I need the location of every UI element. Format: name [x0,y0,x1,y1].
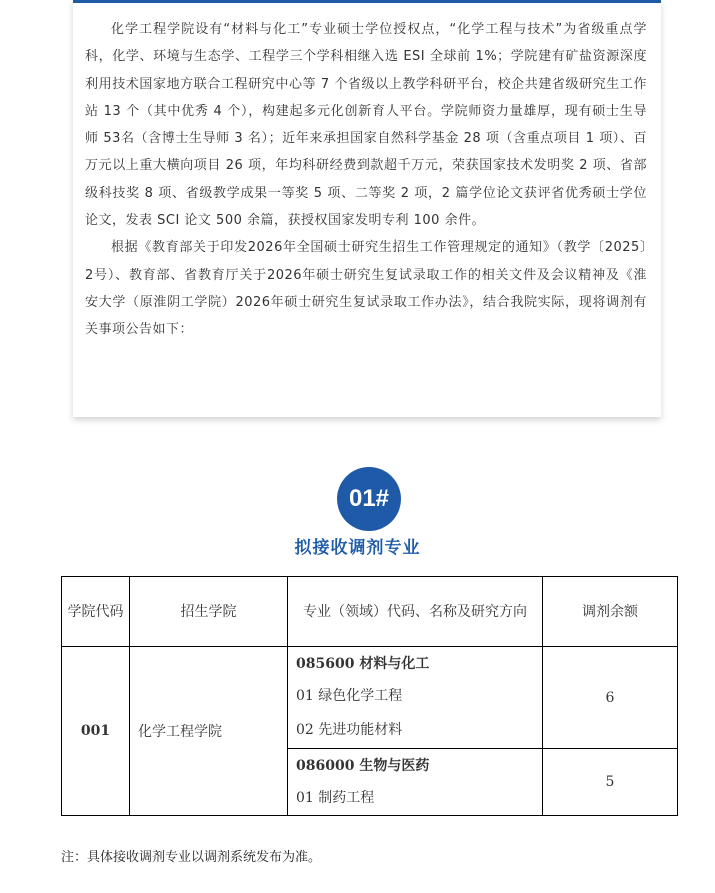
major-direction: 02 先进功能材料 [296,722,403,738]
header-college: 招生学院 [130,577,288,647]
major-title: 086000 生物与医药 [296,758,430,774]
major-cell-2 [288,749,543,816]
major-title: 085600 材料与化工 [296,656,430,672]
college-name-cell: 化学工程学院 [130,647,288,816]
intro-paragraph-2: 根据《教育部关于印发2026年全国硕士研究生招生工作管理规定的通知》（教学〔2025〕2号）、教育部、省教育厅关于2026年硕士研究生复试录取工作的相关文件及会议精神及《淮安大学（原淮阴工学院）2026年硕士研究生复试录取工作办法》，结合我院实际，现将调剂有关事项公告如下： [85,240,647,338]
intro-paragraph-1: 化学工程学院设有“材料与化工”专业硕士学位授权点，“化学工程与技术”为省级重点学科，化学、环境与生态学、工程学三个学科相继入选 ESI 全球前 1%；学院建有矿盐资源深度利用技术国家地方联合工程研究中心等 7 个省级以上教学科研平台，校企共建省级研究生工作站 13 个（其中优秀 4 个），构建起多元化创新育人平台。学院师资力量雄厚，现有硕士生导师 53名（含博士生导师 3 名）；近年来承担国家自然科学基金 28 项（含重点项目 1 项）、百万元以上重大横向项目 26 项，年均科研经费到款超千万元，荣获国家技术发明奖 2 项、省部级科技奖 8 项、省级教学成果一等奖 5 项、二等奖 2 项，2 篇学位论文获评省优秀硕士学位论文，发表 SCI 论文 500 余篇，获授权国家发明专利 100 余件。 [85,22,647,229]
card-top-border [73,0,661,3]
header-major: 专业（领域）代码、名称及研究方向 [288,577,543,647]
quota-table [61,576,678,816]
quota-value-cell: 5 [543,749,678,816]
major-direction: 01 制药工程 [296,790,375,806]
table-row [62,647,678,749]
major-direction: 01 绿色化学工程 [296,688,403,704]
intro-body [85,16,647,344]
major-cell-1 [288,647,543,749]
header-quota: 调剂余额 [543,577,678,647]
header-college-code: 学院代码 [62,577,130,647]
section-number: 01# [348,485,390,512]
footnote: 注：具体接收调剂专业以调剂系统发布为准。 [61,850,322,865]
table-header-row [62,577,678,647]
quota-value-cell: 6 [543,647,678,749]
intro-card [73,0,661,417]
college-code-cell: 001 [62,647,130,816]
section-number-badge [337,467,401,531]
section-title: 拟接收调剂专业 [294,538,421,558]
